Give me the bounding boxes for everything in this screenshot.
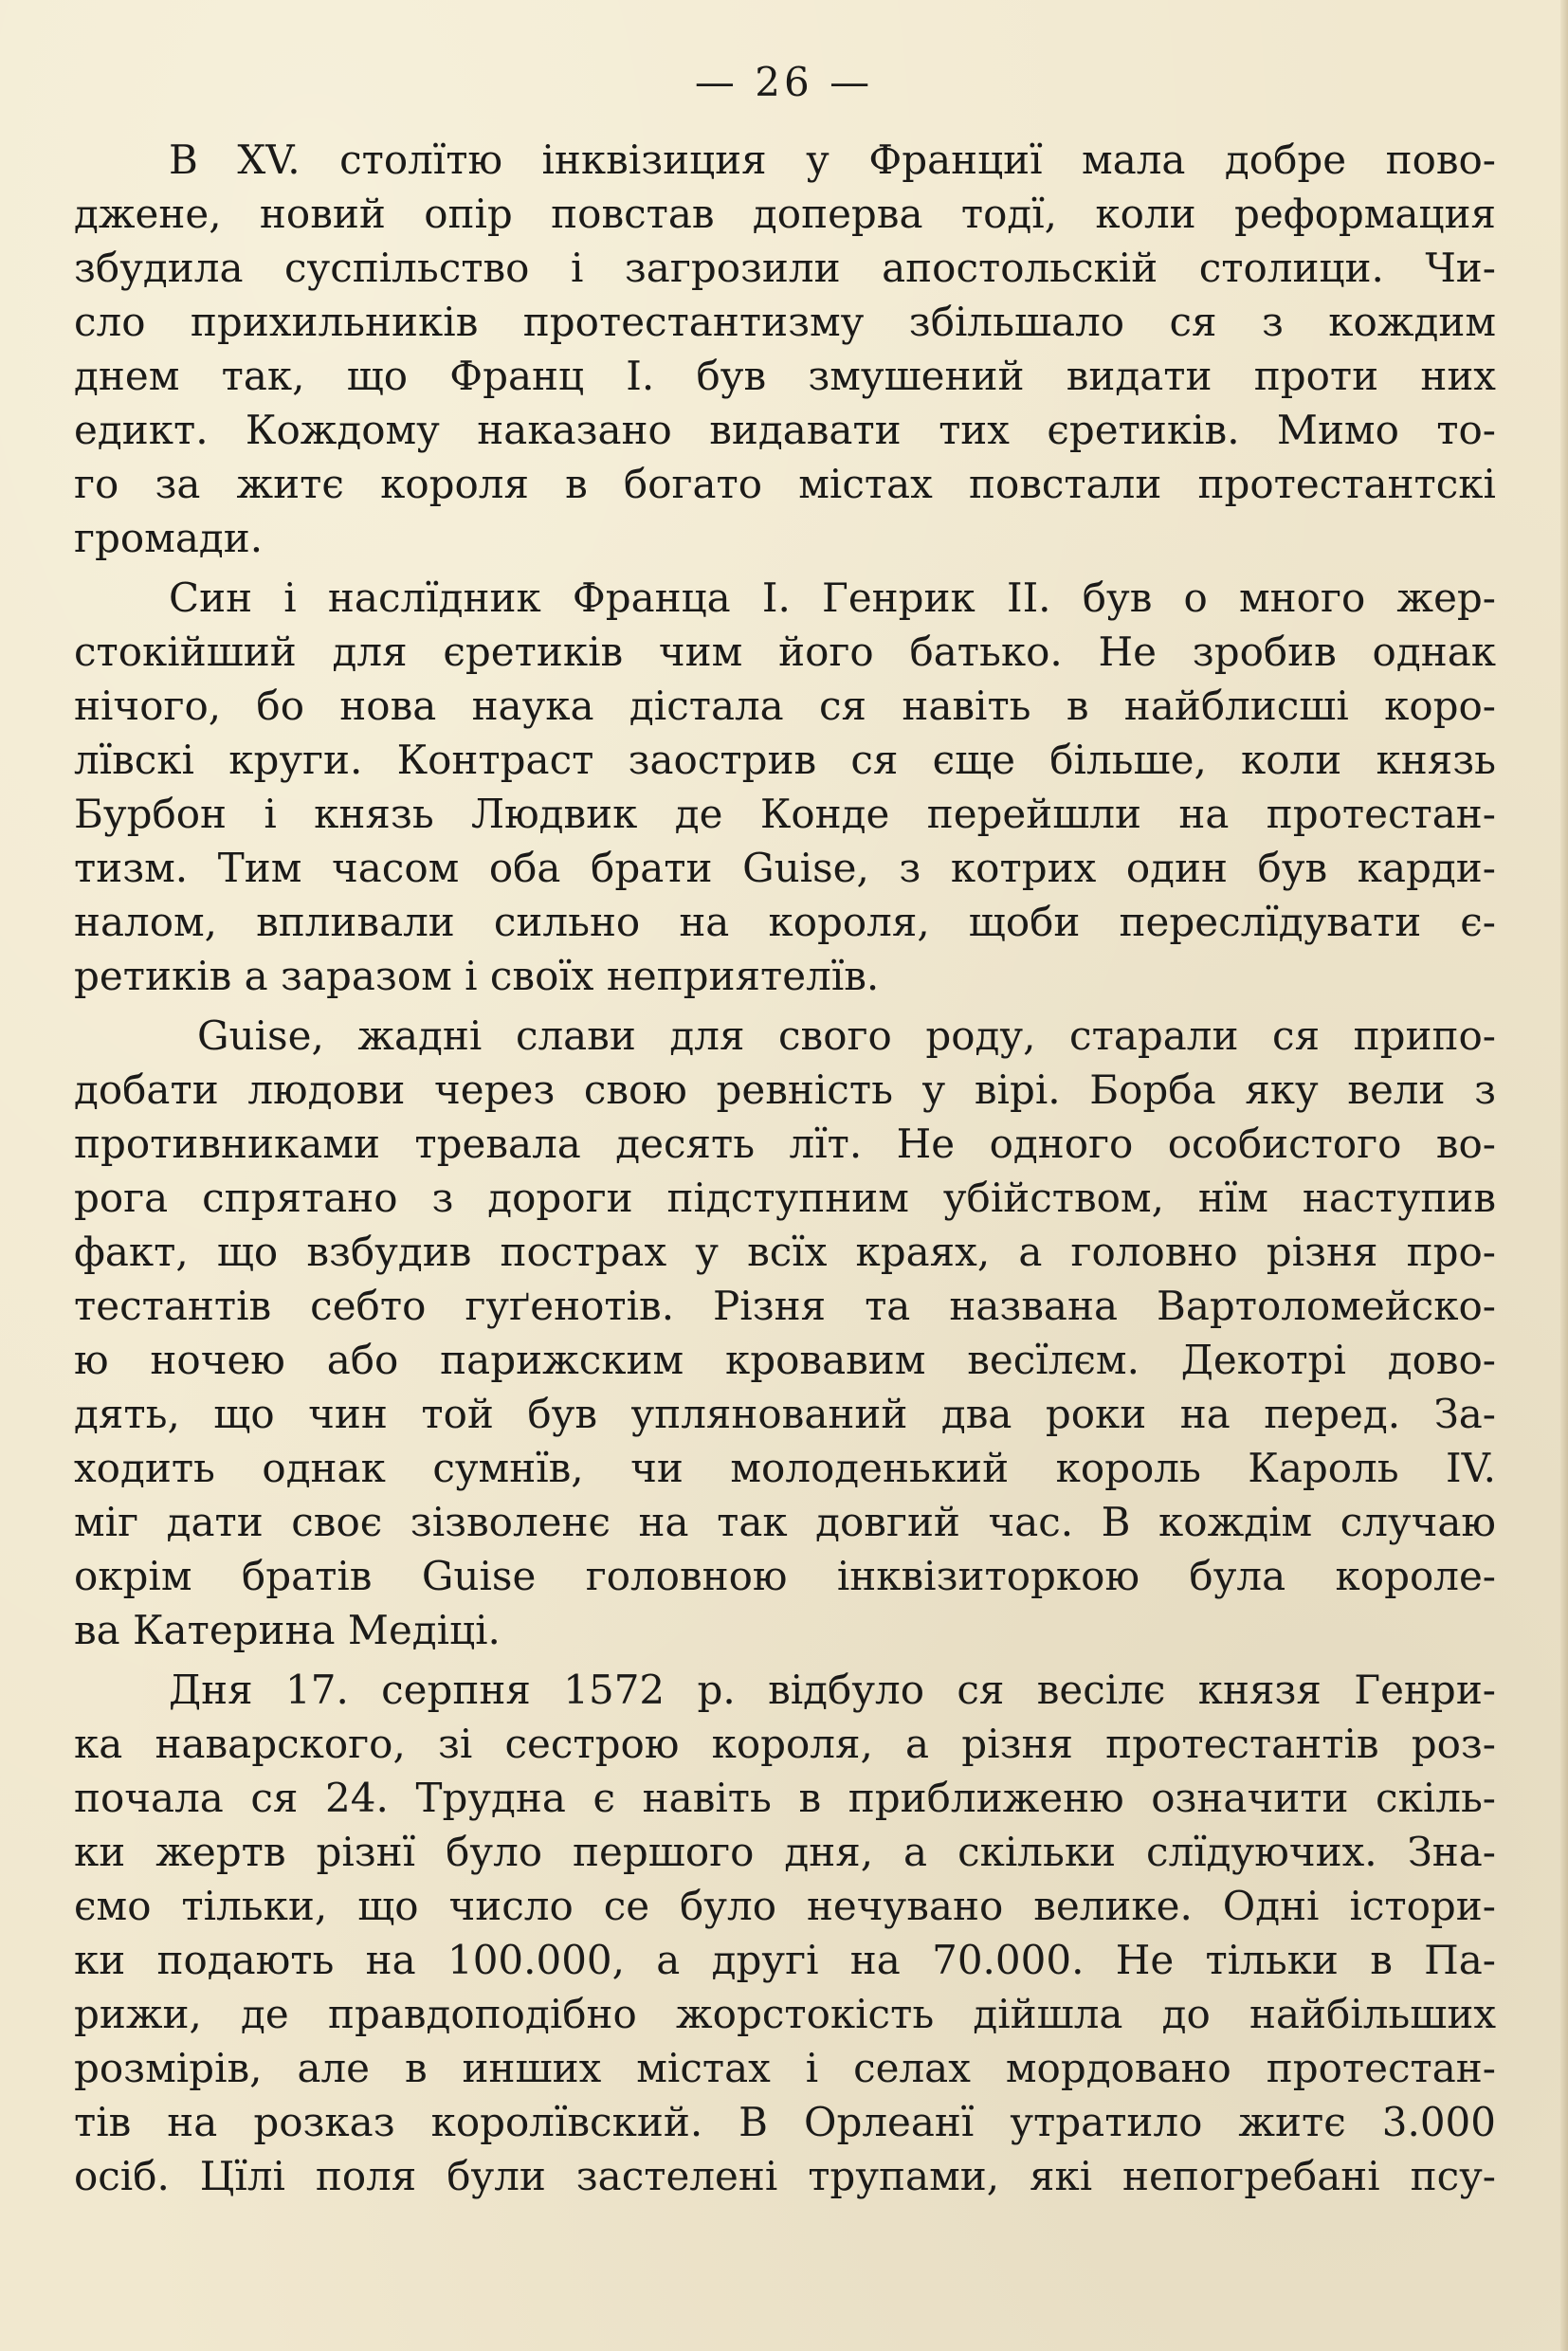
text-line: Син і наслїдник Франца І. Генрик ІІ. був о много жер- [169, 574, 1496, 621]
text-line: тестантів себто гуґенотів. Різня та названа Вартоломейско- [74, 1283, 1496, 1329]
paragraph-2 [74, 571, 1496, 1003]
text-line: едикт. Кождому наказано видавати тих єретиків. Мимо то- [74, 407, 1496, 453]
text-line: міг дати своє зізволенє на так довгий час. В кождім случаю [74, 1499, 1496, 1545]
text-line: факт, що взбудив пострах у всїх краях, а головно різня про- [74, 1229, 1496, 1275]
text-line: рога спрятано з дороги підступним убійством, нїм наступив [74, 1175, 1496, 1221]
text-line: В XV. столїтю інквізиция у Франциї мала добре пово- [169, 137, 1496, 183]
text-line: добати людови через свою ревність у вірі. Борба яку вели з [74, 1066, 1496, 1113]
text-line: розмірів, але в инших містах і селах мордовано протестан- [74, 2045, 1496, 2091]
text-line: тизм. Тим часом оба брати Guise, з котрих один був карди- [74, 845, 1496, 891]
text-line: ва Катерина Медіці. [74, 1607, 501, 1653]
text-line: ки жертв різнї було першого дня, а скільки слїдуючих. Зна- [74, 1829, 1496, 1875]
text-line: джене, новий опір повстав доперва тодї, коли реформация [74, 191, 1496, 237]
text-line: Guise, жадні слави для свого роду, старали ся припо- [197, 1012, 1496, 1059]
text-line: Дня 17. серпня 1572 р. відбуло ся весілє князя Генри- [169, 1667, 1496, 1713]
text-line: почала ся 24. Трудна є навіть в приближеню означити скіль- [74, 1775, 1496, 1821]
text-line: нічого, бо нова наука дістала ся навіть в найблисші коро- [74, 683, 1496, 729]
text-line: стокійший для єретиків чим його батько. Не зробив однак [74, 629, 1496, 675]
text-line: лївскі круги. Контраст заострив ся єще більше, коли князь [74, 737, 1496, 783]
text-line: ю ночею або парижским кровавим весїлєм. Декотрі дово- [74, 1337, 1496, 1383]
text-line: днем так, що Франц І. був змушений видати проти них [74, 353, 1496, 399]
text-line: окрім братів Guise головною інквізиторкою була короле- [74, 1553, 1496, 1599]
page-number: — 26 — [694, 59, 874, 105]
text-line: збудила суспільство і загрозили апостольскій столици. Чи- [74, 245, 1496, 291]
text-line: противниками тревала десять лїт. Не одного особистого во- [74, 1121, 1496, 1167]
text-line: тів на розказ королївский. В Орлеанї утратило житє 3.000 [74, 2099, 1496, 2145]
text-line: го за житє короля в богато містах повстали протестантскі [74, 461, 1496, 507]
text-line: Бурбон і князь Людвик де Конде перейшли на протестан- [74, 791, 1496, 837]
text-line: громади. [74, 515, 264, 561]
text-line: ходить однак сумнїв, чи молоденький король Кароль IV. [74, 1445, 1496, 1491]
text-line: ка наварского, зі сестрою короля, а різня протестантів роз- [74, 1721, 1496, 1767]
body-text [74, 133, 1496, 2203]
text-line: ємо тільки, що число се було нечувано велике. Одні істори- [74, 1883, 1496, 1929]
page-edge [1560, 0, 1568, 2351]
text-line: налом, впливали сильно на короля, щоби переслїдувати є- [74, 899, 1496, 945]
text-line: ретиків а заразом і своїх неприятелїв. [74, 953, 880, 999]
text-line: ки подають на 100.000, а другі на 70.000. Не тільки в Па- [74, 1937, 1496, 1983]
paragraph-4 [74, 1663, 1496, 2203]
text-line: дять, що чин той був уплянований два роки на перед. За- [74, 1391, 1496, 1437]
text-line: осіб. Цїлі поля були застелені трупами, які непогребані псу- [74, 2153, 1496, 2199]
text-line: сло прихильників протестантизму збільшало ся з кождим [74, 299, 1496, 345]
paragraph-1 [74, 133, 1496, 565]
paragraph-3 [74, 1009, 1496, 1657]
text-line: рижи, де правдоподібно жорстокість дійшла до найбільших [74, 1991, 1496, 2037]
